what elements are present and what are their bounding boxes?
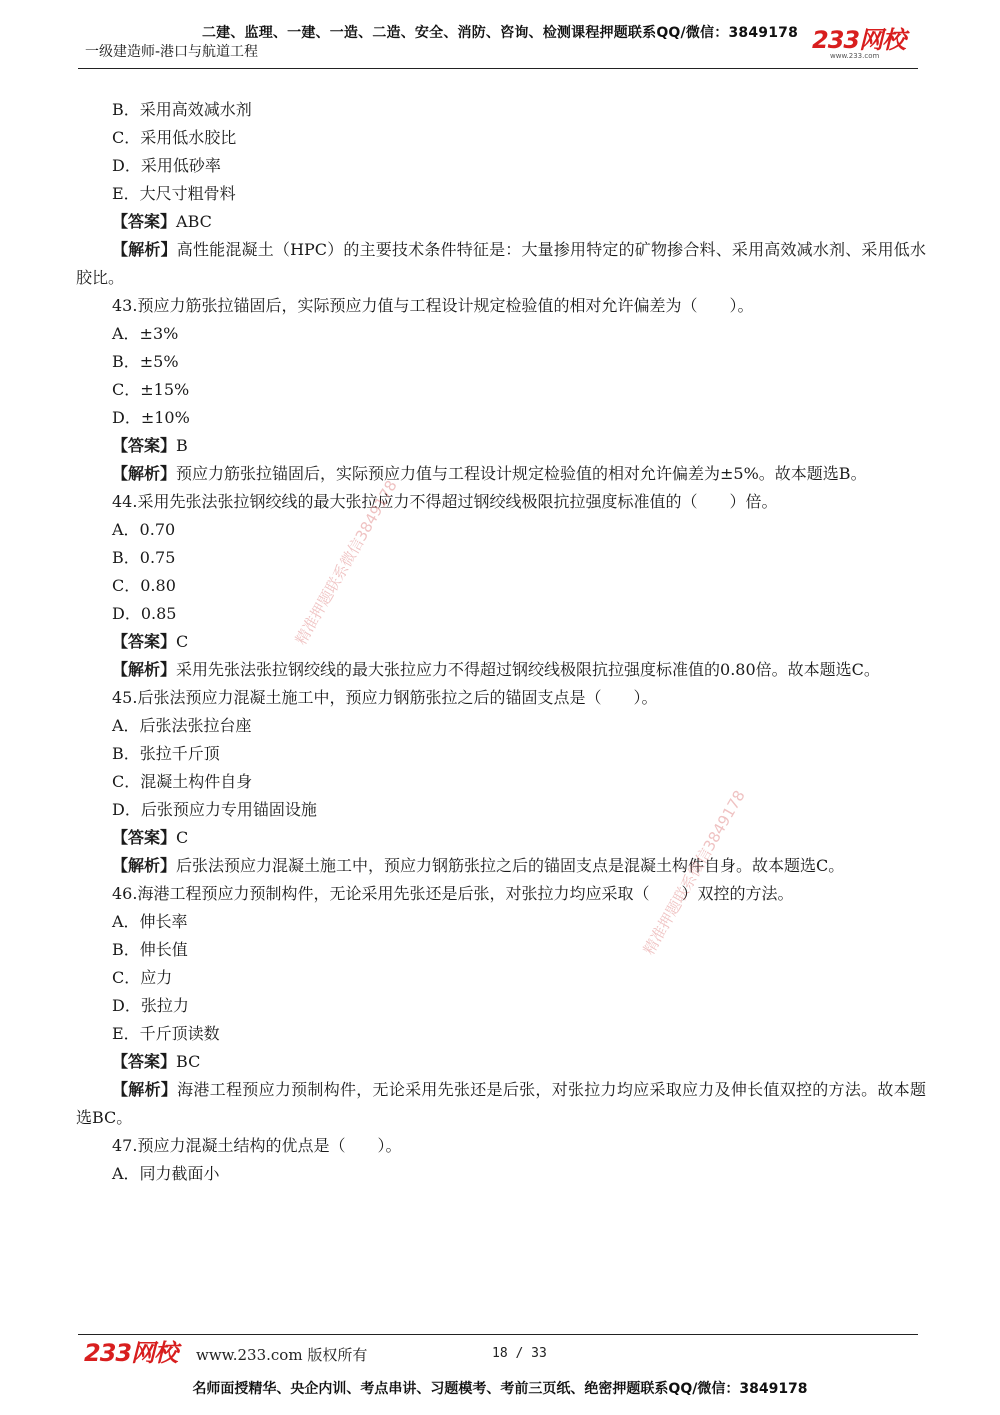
- footer-banner: 名师面授精华、央企内训、考点串讲、习题模考、考前三页纸、绝密押题联系QQ/微信：3849178: [192, 1381, 808, 1397]
- q46-analysis: [76, 1076, 926, 1132]
- q43-option-b: B．±5%: [112, 352, 179, 371]
- q42-analysis-text: 高性能混凝土（HPC）的主要技术条件特征是：大量掺用特定的矿物掺合料、采用高效减水剂、采用低水胶比。: [76, 240, 926, 287]
- q44-option-b: B．0.75: [112, 548, 176, 567]
- q44-answer: [76, 628, 926, 656]
- q46-option-c: C．应力: [112, 968, 173, 987]
- q46-answer-value: BC: [176, 1052, 201, 1071]
- q44-stem: 44.采用先张法张拉钢绞线的最大张拉应力不得超过钢绞线极限抗拉强度标准值的（ ）倍。: [112, 492, 778, 511]
- header-logo: [812, 28, 922, 64]
- footer-logo: [84, 1341, 177, 1365]
- q42-option-d: D．采用低砂率: [112, 156, 221, 175]
- analysis-tag: 【解析】: [112, 1080, 178, 1099]
- header-divider: [78, 68, 918, 69]
- q45-option-c: C．混凝土构件自身: [112, 772, 253, 791]
- q46-option-d: D．张拉力: [112, 996, 189, 1015]
- q45-option-b: B．张拉千斤顶: [112, 744, 220, 763]
- q46-option-a: A．伸长率: [112, 912, 188, 931]
- answer-tag: 【答案】: [112, 212, 177, 231]
- analysis-tag: 【解析】: [112, 240, 177, 259]
- q46-analysis-text: 海港工程预应力预制构件，无论采用先张还是后张，对张拉力均应采取应力及伸长值双控的方法。故本题选BC。: [76, 1080, 926, 1127]
- q42-option-b: B．采用高效减水剂: [112, 100, 252, 119]
- watermark-1: 精准押题联系微信3849178: [291, 477, 401, 648]
- footer-logo-text: 233网校: [84, 1339, 178, 1367]
- q47-stem: 47.预应力混凝土结构的优点是（ ）。: [112, 1136, 402, 1155]
- answer-tag: 【答案】: [112, 1052, 177, 1071]
- q45-option-d: D．后张预应力专用锚固设施: [112, 800, 317, 819]
- q46-answer: [76, 1048, 926, 1076]
- q45-option-a: A．后张法张拉台座: [112, 716, 252, 735]
- q44-analysis: [76, 656, 926, 684]
- q44-option-c: C．0.80: [112, 576, 176, 595]
- page-number: 18 / 33: [492, 1346, 547, 1361]
- q47-option-a: A．同力截面小: [112, 1164, 220, 1183]
- q45-analysis: [76, 852, 926, 880]
- q42-analysis: [76, 236, 926, 292]
- q44-answer-value: C: [176, 632, 189, 651]
- course-title: 一级建造师-港口与航道工程: [85, 44, 259, 60]
- q43-analysis: [76, 460, 926, 488]
- q43-analysis-text: 预应力筋张拉锚固后，实际预应力值与工程设计规定检验值的相对允许偏差为±5%。故本题选B。: [176, 464, 867, 483]
- answer-tag: 【答案】: [112, 828, 177, 847]
- footer-copyright: www.233.com 版权所有: [196, 1346, 368, 1364]
- q42-answer: [76, 208, 926, 236]
- q42-option-e: E．大尺寸粗骨料: [112, 184, 236, 203]
- document-body: [76, 96, 926, 1188]
- analysis-tag: 【解析】: [112, 856, 177, 875]
- q44-option-d: D．0.85: [112, 604, 177, 623]
- q45-answer-value: C: [176, 828, 189, 847]
- q43-answer-value: B: [176, 436, 188, 455]
- q42-answer-value: ABC: [176, 212, 212, 231]
- header-banner: 二建、监理、一建、一造、二造、安全、消防、咨询、检测课程押题联系QQ/微信：3849178: [201, 25, 799, 41]
- q43-option-c: C．±15%: [112, 380, 190, 399]
- q46-stem: 46.海港工程预应力预制构件，无论采用先张还是后张，对张拉力均应采取（ ）双控的方法。: [112, 884, 794, 903]
- answer-tag: 【答案】: [112, 436, 177, 455]
- analysis-tag: 【解析】: [112, 660, 177, 679]
- q43-answer: [76, 432, 926, 460]
- logo-text: 233网校: [812, 26, 906, 54]
- q45-answer: [76, 824, 926, 852]
- q44-option-a: A．0.70: [112, 520, 176, 539]
- answer-tag: 【答案】: [112, 632, 177, 651]
- analysis-tag: 【解析】: [112, 464, 177, 483]
- q46-option-e: E．千斤顶读数: [112, 1024, 220, 1043]
- q42-option-c: C．采用低水胶比: [112, 128, 237, 147]
- q46-option-b: B．伸长值: [112, 940, 188, 959]
- q43-stem: 43.预应力筋张拉锚固后，实际预应力值与工程设计规定检验值的相对允许偏差为（ ）。: [112, 296, 754, 315]
- q43-option-d: D．±10%: [112, 408, 190, 427]
- q45-stem: 45.后张法预应力混凝土施工中，预应力钢筋张拉之后的锚固支点是（ ）。: [112, 688, 658, 707]
- footer-divider: [78, 1334, 918, 1335]
- watermark-2: 精准押题联系微信3849178: [639, 787, 749, 958]
- logo-url: www.233.com: [830, 52, 880, 60]
- q44-analysis-text: 采用先张法张拉钢绞线的最大张拉应力不得超过钢绞线极限抗拉强度标准值的0.80倍。故本题选C。: [176, 660, 880, 679]
- q43-option-a: A．±3%: [112, 324, 179, 343]
- q45-analysis-text: 后张法预应力混凝土施工中，预应力钢筋张拉之后的锚固支点是混凝土构件自身。故本题选C。: [176, 856, 845, 875]
